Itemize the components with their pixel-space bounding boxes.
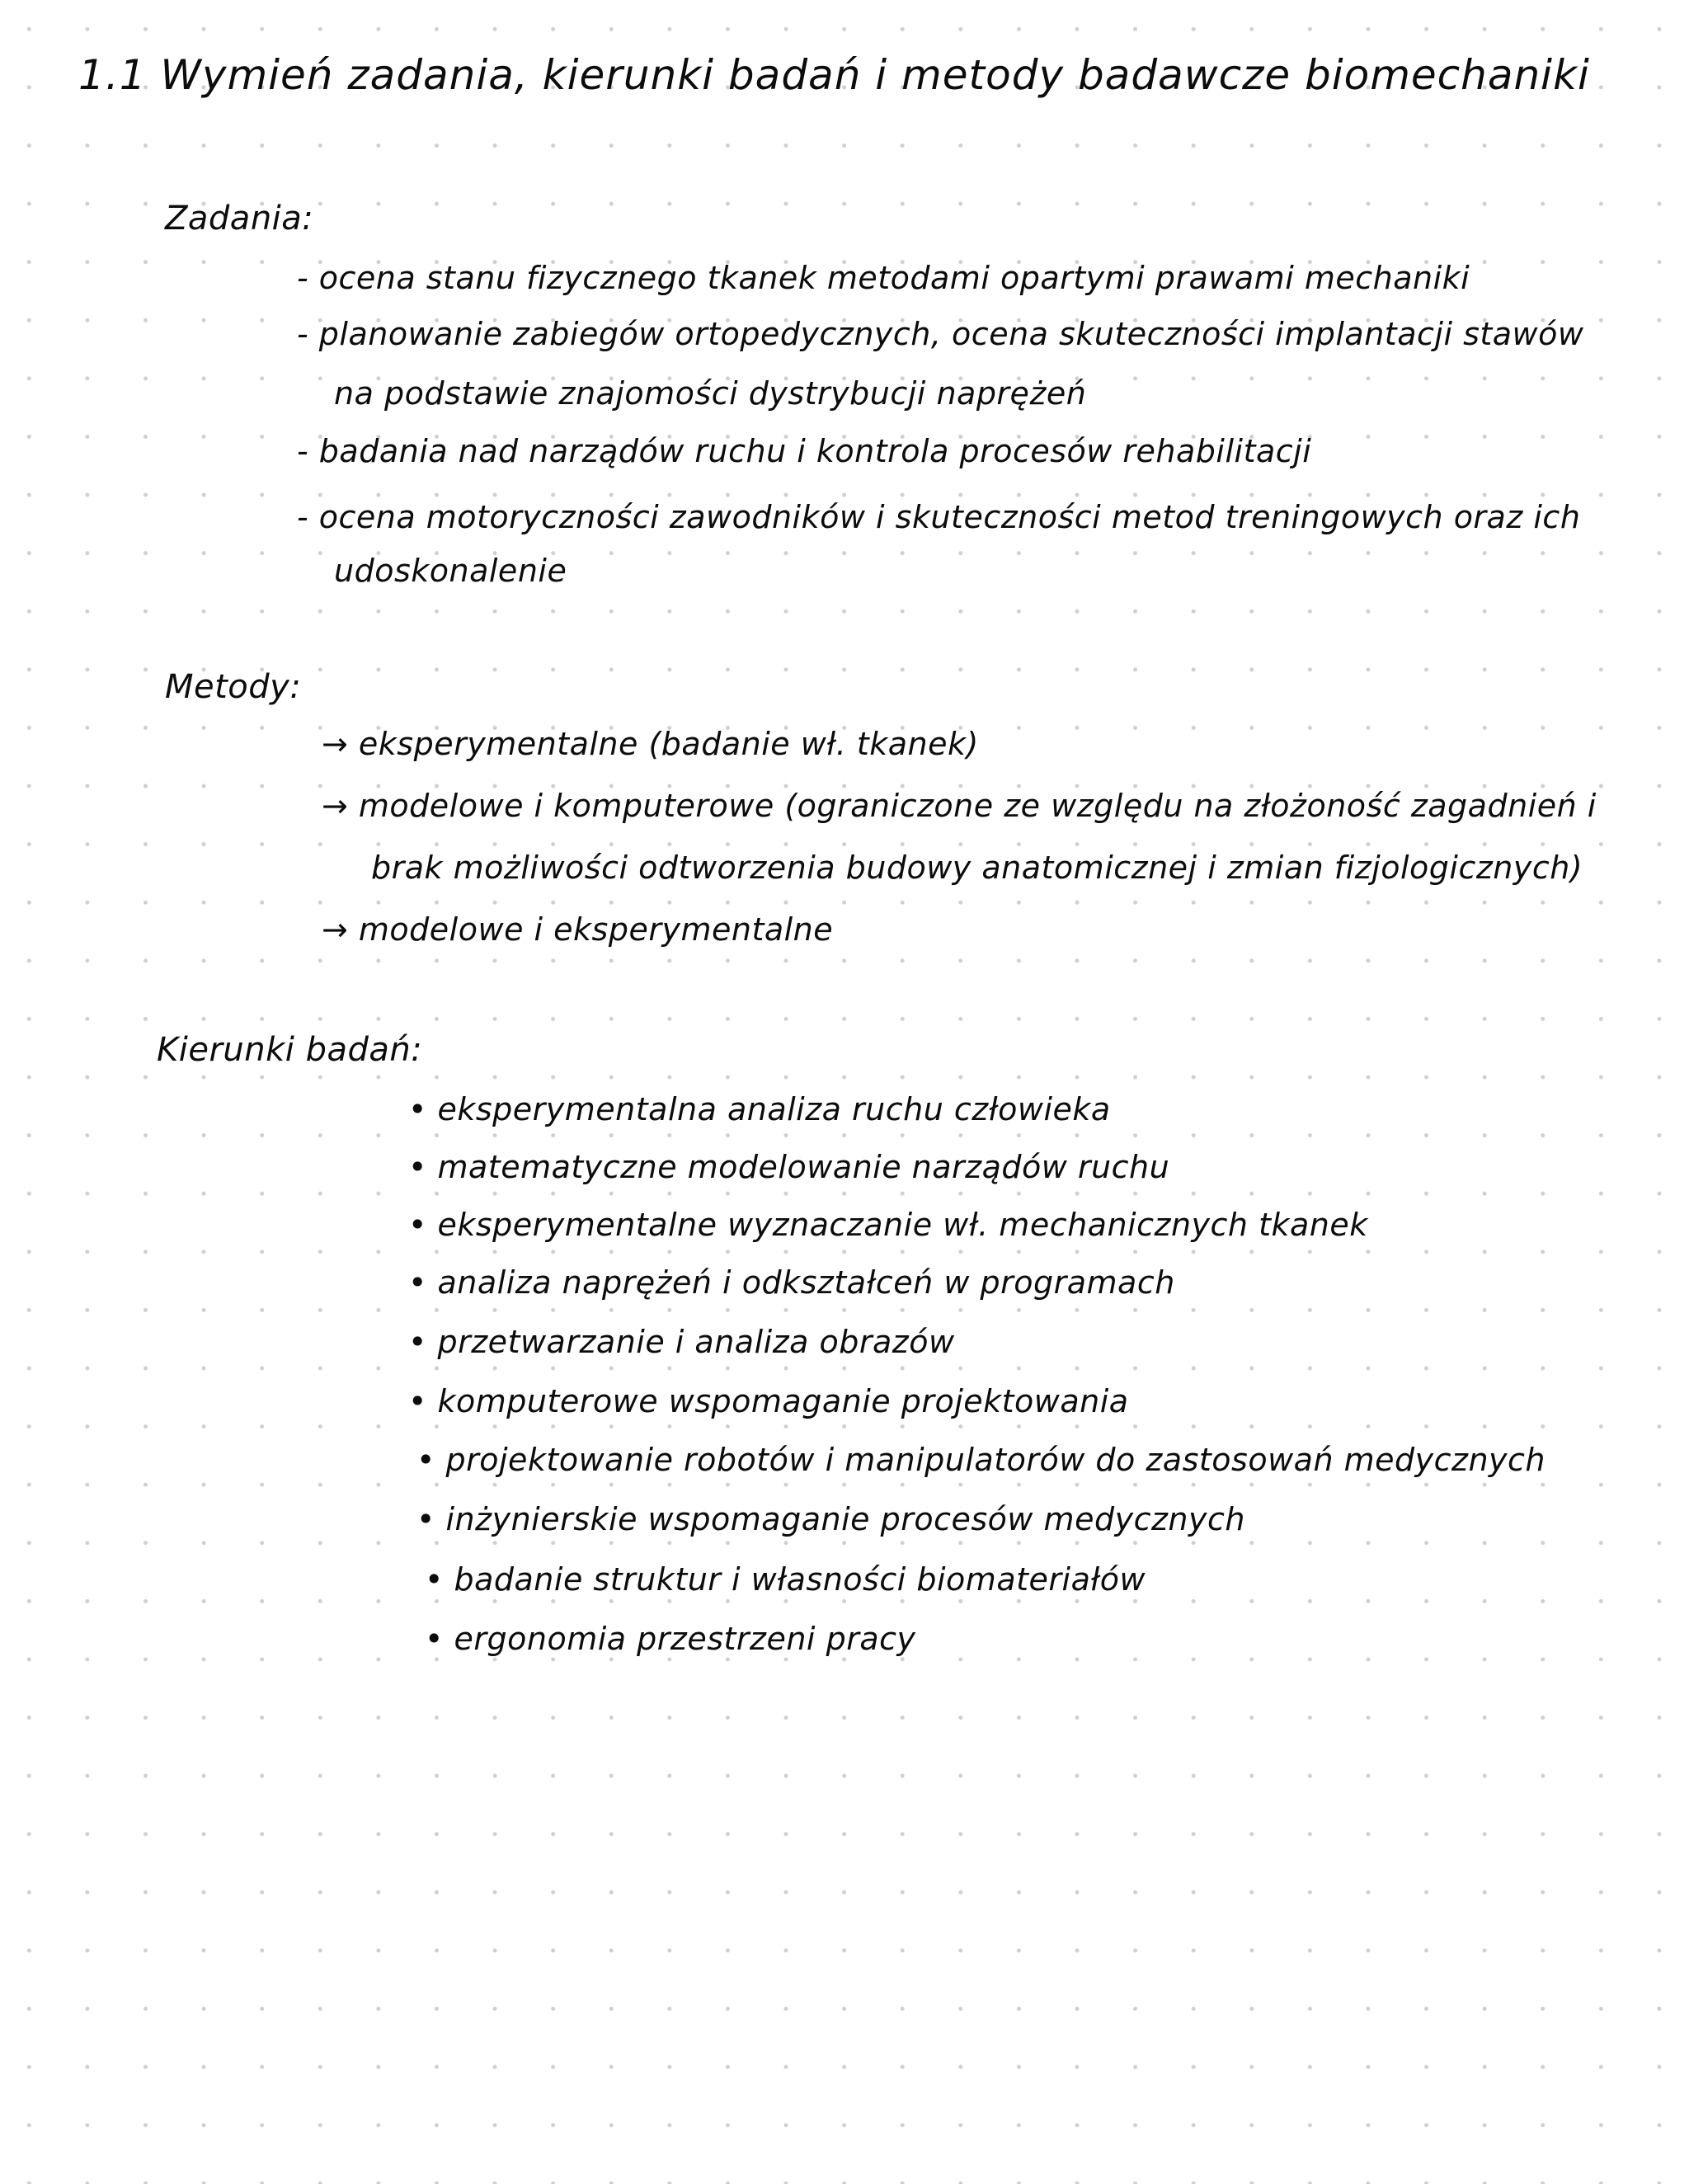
kierunki-item: • komputerowe wspomaganie projektowania xyxy=(408,1383,1129,1419)
zadania-item: - badania nad narządów ruchu i kontrola procesów rehabilitacji xyxy=(297,433,1312,469)
zadania-item: na podstawie znajomości dystrybucji naprężeń xyxy=(334,375,1087,412)
section-heading-kierunki: Kierunki badań: xyxy=(157,1031,423,1069)
kierunki-item: • inżynierskie wspomaganie procesów medycznych xyxy=(416,1501,1245,1537)
metody-item: brak możliwości odtworzenia budowy anatomicznej i zmian fizjologicznych) xyxy=(371,850,1583,886)
zadania-item: - ocena motoryczności zawodników i skuteczności metod treningowych oraz ich xyxy=(297,499,1581,535)
kierunki-item: • projektowanie robotów i manipulatorów do zastosowań medycznych xyxy=(416,1442,1546,1478)
zadania-item: - ocena stanu fizycznego tkanek metodami opartymi prawami mechaniki xyxy=(297,260,1470,296)
section-heading-metody: Metody: xyxy=(165,668,302,706)
page-title: 1.1 Wymień zadania, kierunki badań i metody badawcze biomechaniki xyxy=(78,51,1590,99)
metody-item: → modelowe i komputerowe (ograniczone ze względu na złożoność zagadnień i xyxy=(322,788,1597,824)
metody-item: → modelowe i eksperymentalne xyxy=(322,911,834,948)
kierunki-item: • eksperymentalne wyznaczanie wł. mechanicznych tkanek xyxy=(408,1207,1368,1243)
kierunki-item: • matematyczne modelowanie narządów ruchu xyxy=(408,1149,1170,1185)
kierunki-item: • przetwarzanie i analiza obrazów xyxy=(408,1324,955,1360)
metody-item: → eksperymentalne (badanie wł. tkanek) xyxy=(322,726,979,762)
kierunki-item: • analiza naprężeń i odkształceń w programach xyxy=(408,1264,1175,1301)
section-heading-zadania: Zadania: xyxy=(165,200,314,238)
kierunki-item: • eksperymentalna analiza ruchu człowieka xyxy=(408,1091,1111,1127)
zadania-item: - planowanie zabiegów ortopedycznych, ocena skuteczności implantacji stawów xyxy=(297,316,1584,352)
kierunki-item: • badanie struktur i własności biomateriałów xyxy=(425,1561,1146,1598)
zadania-item: udoskonalenie xyxy=(334,553,567,589)
kierunki-item: • ergonomia przestrzeni pracy xyxy=(425,1621,916,1657)
